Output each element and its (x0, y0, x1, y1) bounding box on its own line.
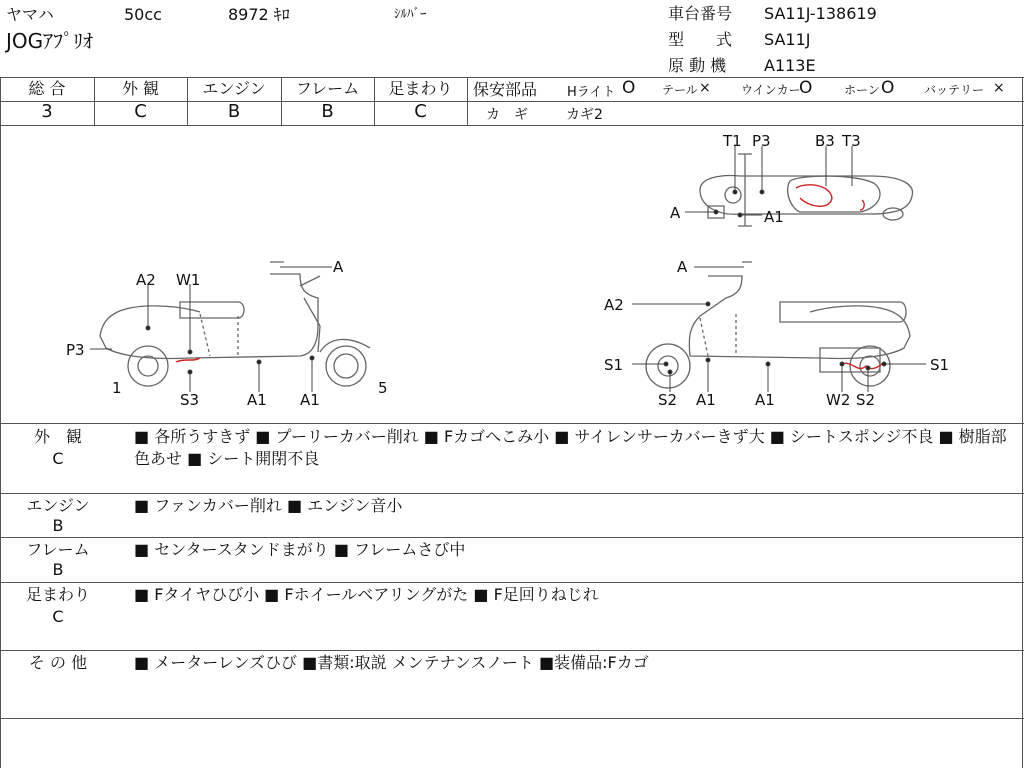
divider (0, 650, 1024, 651)
safety-item-mark: O (622, 78, 636, 98)
engine-type-label: 原 動 機 (668, 56, 727, 75)
note-text: ■ センタースタンドまがり ■ フレームさび中 (134, 540, 466, 559)
divider (0, 77, 1024, 78)
model-type-label: 型 式 (668, 30, 733, 49)
safety-item-name: Hライト (567, 85, 616, 100)
divider (0, 493, 1024, 494)
note-grade: C (52, 607, 64, 626)
diagram-label: S1 (930, 356, 950, 374)
diagram-label: W2 (826, 391, 851, 409)
diagram-label: A (670, 204, 681, 222)
diagram-label: S1 (604, 356, 624, 374)
note-category: そ の 他 (28, 653, 88, 672)
diagram-label: P3 (752, 132, 771, 150)
safety-item-mark: O (799, 78, 813, 98)
note-text: ■ 各所うすきず ■ プーリーカバー削れ ■ Fカゴへこみ小 ■ サイレンサーカバーきず大 ■ シートスポンジ不良 ■ 樹脂部色あせ ■ シート開閉不良 (134, 427, 1007, 468)
diagram-label: S2 (856, 391, 876, 409)
diagram-label: A1 (696, 391, 716, 409)
damage-diagram (0, 126, 1024, 422)
note-category: フレーム (26, 540, 90, 559)
divider (0, 718, 1024, 719)
safety-item-name: ウインカー (741, 83, 801, 97)
mileage: 8972 ｷﾛ (228, 5, 290, 24)
engine-type-value: A113E (764, 56, 816, 75)
diagram-label: A2 (136, 271, 156, 289)
diagram-labels (66, 132, 949, 409)
grade-header: 外 観 (121, 79, 160, 98)
leader-lines (90, 146, 926, 392)
divider (467, 77, 468, 125)
diagram-label: T3 (842, 132, 861, 150)
grade-header: 足まわり (388, 79, 453, 98)
safety-item-mark: × (993, 80, 1005, 96)
diagram-label: 1 (112, 379, 122, 397)
note-category: 外 観 (33, 427, 82, 446)
diagram-label: A1 (247, 391, 267, 409)
grade-header: 総 合 (28, 79, 66, 98)
key-label: カ ギ (486, 107, 528, 123)
diagram-label: A1 (300, 391, 320, 409)
diagram-label: A2 (604, 296, 624, 314)
note-text: ■ メーターレンズひび ■書類:取説 メンテナンスノート ■装備品:Fカゴ (134, 653, 649, 672)
safety-item-name: バッテリー (924, 83, 985, 97)
note-text: ■ ファンカバー削れ ■ エンジン音小 (134, 496, 403, 515)
divider (0, 537, 1024, 538)
diagram-label: A1 (755, 391, 775, 409)
color: ｼﾙﾊﾞｰ (394, 7, 427, 22)
diagram-label: A (333, 258, 344, 276)
note-category: エンジン (26, 496, 90, 515)
key-value: カギ2 (566, 107, 603, 123)
grade-value: C (414, 101, 427, 122)
diagram-label: A (677, 258, 688, 276)
grade-header: フレーム (295, 79, 360, 98)
grade-value: B (321, 101, 334, 122)
maker: ヤマハ (6, 5, 54, 24)
safety-item-name: テール (662, 83, 698, 97)
diagram-label: S3 (180, 391, 200, 409)
note-grade: B (52, 560, 64, 579)
safety-item-name: ホーン (844, 83, 880, 97)
diagram-label: 5 (378, 379, 388, 397)
safety-item-mark: × (699, 80, 711, 96)
diagram-label: A1 (764, 208, 784, 226)
divider (0, 423, 1024, 424)
diagram-label: T1 (723, 132, 742, 150)
diagram-label: W1 (176, 271, 201, 289)
safety-label: 保安部品 (473, 80, 538, 99)
top-view-scooter (700, 154, 913, 226)
frame-number-label: 車台番号 (668, 4, 733, 23)
note-category: 足まわり (25, 585, 90, 604)
note-text: ■ Fタイヤひび小 ■ Fホイールベアリングがた ■ F足回りねじれ (134, 585, 599, 604)
diagram-label: B3 (815, 132, 835, 150)
displacement: 50cc (124, 5, 162, 24)
grade-header: エンジン (202, 79, 266, 98)
divider (468, 101, 1024, 102)
grade-value: C (134, 101, 147, 122)
model-name: JOGｱﾌﾟﾘｵ (6, 29, 94, 53)
safety-item-mark: O (881, 78, 895, 98)
note-grade: C (52, 449, 64, 468)
diagram-label: P3 (66, 341, 85, 359)
grade-value: B (227, 101, 241, 122)
divider (0, 582, 1024, 583)
frame-number-value: SA11J-138619 (764, 4, 877, 23)
diagram-label: S2 (658, 391, 678, 409)
model-type-value: SA11J (764, 30, 811, 49)
grade-value: 3 (41, 101, 53, 122)
note-grade: B (52, 516, 64, 535)
